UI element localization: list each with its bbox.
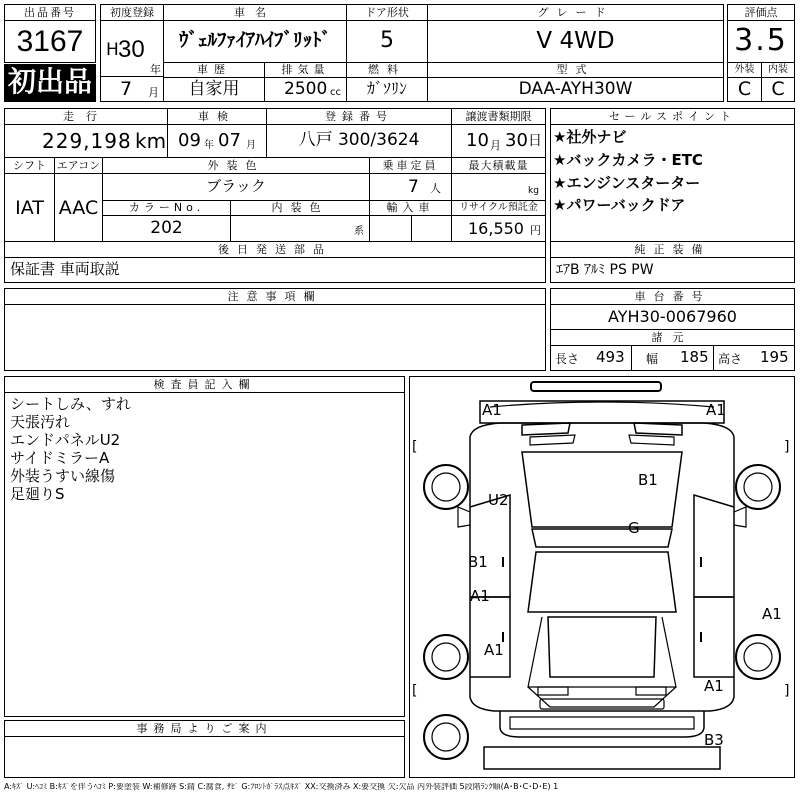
damage-mark: B1 [638,471,658,489]
car-diagram [410,377,794,777]
door-label: ドア形状 [365,6,409,19]
recycle-amount: 16,550 [468,219,524,238]
recycle-unit: 円 [530,224,541,237]
sales-point: ★バックカメラ・ETC [553,151,703,169]
interior-color-label: 内装色 [271,201,329,214]
height-label: 高さ [718,352,743,366]
transfer-label: 譲渡書類期限 [465,110,532,123]
lot-number: 3167 [16,25,84,58]
model: DAA-AYH30W [518,79,633,99]
chassis-label: 車台番号 [634,290,711,303]
mileage-unit: km [135,129,167,153]
max-load-label: 最大積載量 [468,159,529,172]
inspector-note: サイドミラーA [10,449,110,467]
exterior-color-label: 外装色 [207,159,265,172]
office-label: 事務局よりご案内 [136,722,273,735]
later-parts: 保証書 車両取説 [10,260,120,278]
spec-label: 諸元 [651,331,694,344]
plate-label: 登録番号 [325,110,393,123]
inspector-label: 検査員記入欄 [153,378,256,391]
chassis-number: AYH30-0067960 [608,307,737,326]
capacity-label: 乗車定員 [382,159,439,172]
year-unit: 年 [150,63,161,76]
import-box-right [411,215,452,242]
fuel-label: 燃料 [368,63,406,76]
color-no-label: カラーNo. [128,201,205,214]
inspector-note: 外装うすい線傷 [10,467,116,485]
office-box [4,736,405,778]
length-label: 長さ [555,352,580,366]
height: 195 [760,348,789,366]
width: 185 [680,348,709,366]
inspection-month-unit: 月 [246,140,256,151]
aircon: AAC [58,197,99,219]
grade: V 4WD [536,28,615,54]
capacity-unit: 人 [430,182,441,195]
interior-color-box [230,215,370,242]
grade-label: グレード [537,6,614,19]
sales-label: セールスポイント [608,110,736,123]
damage-mark: A1 [482,401,502,419]
lot-number-label: 出品番号 [24,6,76,19]
damage-mark: A1 [484,641,504,659]
first-listing-badge: 初出品 [7,65,92,98]
exterior-label: 外装 [734,64,755,75]
import-box-left [369,215,412,242]
width-label: 幅 [646,352,659,366]
first-reg-year: 30 [118,36,145,63]
exterior-grade: C [737,78,752,100]
displacement-label: 排気量 [281,63,330,76]
damage-mark: A1 [706,401,726,419]
bracket-right: ] [784,439,790,455]
transfer-month: 10 [466,130,489,151]
notes-box [4,304,546,371]
mileage: 229,198 [42,129,132,153]
spec-divider [713,345,714,371]
damage-mark: U2 [488,491,509,509]
transfer-month-unit: 月 [490,139,501,152]
import-label: 輸入車 [386,201,435,214]
bracket-left: [ [412,683,418,699]
fuel: ｶﾞｿﾘﾝ [366,79,407,98]
model-label: 型式 [556,63,595,76]
spec-divider [631,345,632,371]
history: 自家用 [188,79,240,99]
later-parts-label: 後日発送部品 [218,243,332,256]
color-no: 202 [150,218,183,238]
damage-mark: A1 [470,587,490,605]
mileage-label: 走行 [63,110,109,123]
transfer-day-unit: 日 [528,133,542,149]
sales-point: ★パワーバックドア [553,196,686,214]
inspector-note: シートしみ、すれ [10,395,131,413]
inspector-note: 天張汚れ [10,413,71,431]
first-reg-month: 7 [120,78,133,100]
damage-mark: G [628,519,640,537]
damage-mark: A1 [704,677,724,695]
inspection-year-unit: 年 [204,140,214,151]
bracket-left: [ [412,439,418,455]
inspector-note: 足廻りS [10,485,65,503]
sales-point: ★社外ナビ [553,128,627,146]
shift: IAT [15,197,44,219]
inspection-year: 09 [178,130,201,151]
max-load-unit: kg [528,186,539,196]
displacement: 2500 [284,79,328,99]
shift-label: シフト [13,159,46,172]
door-count: 5 [380,28,394,53]
displacement-unit: cc [330,87,341,98]
equipment: ｴｱB ｱﾙﾐ PS PW [556,262,654,278]
month-unit: 月 [148,86,159,99]
history-label: 車歴 [197,63,231,76]
damage-mark: B1 [468,553,488,571]
damage-mark: A1 [762,605,782,623]
car-name-label: 車名 [234,6,276,19]
transfer-day: 30 [505,130,528,151]
inspection-month: 07 [218,130,241,151]
legend: A:ｷｽﾞ U:ﾍｺﾐ B:ｷｽﾞを伴うﾍｺﾐ P:要塗装 W:補修跡 S:錆 C:腐食, ｻﾋﾞ G:ﾌﾛﾝﾄｶﾞﾗｽ点ｷｽﾞ XX:交換済み X:要交換 欠:欠品 内外装評価 5段階ﾗﾝｸ順(A･B･C･D･E) 1 [4,783,559,791]
interior-label: 内装 [768,64,788,75]
length: 493 [596,348,625,366]
plate: 八戸 300/3624 [298,130,420,150]
diagram-box [409,376,795,778]
notes-label: 注意事項欄 [227,290,323,303]
recycle-label: リサイクル預託金 [459,202,538,213]
interior-grade: C [771,78,785,100]
inspection-label: 車検 [198,110,236,123]
exterior-color: ブラック [206,177,266,195]
equipment-label: 純正装備 [634,243,711,256]
first-reg-label: 初度登録 [110,6,154,19]
sales-point: ★エンジンスターター [553,174,701,192]
car-name: ｳﾞｪﾙﾌｧｲｱﾊｲﾌﾞﾘｯﾄﾞ [178,29,331,51]
capacity: 7 [408,177,419,197]
score-label: 評価点 [744,6,778,19]
damage-mark: B3 [704,731,724,749]
bracket-right: ] [784,683,790,699]
score: 3.5 [734,23,788,58]
inspector-note: エンドパネルU2 [10,431,121,449]
aircon-label: エアコン [56,159,101,172]
era-letter: H [106,40,119,60]
spec-box [550,345,795,371]
interior-color-unit: 系 [354,226,364,237]
